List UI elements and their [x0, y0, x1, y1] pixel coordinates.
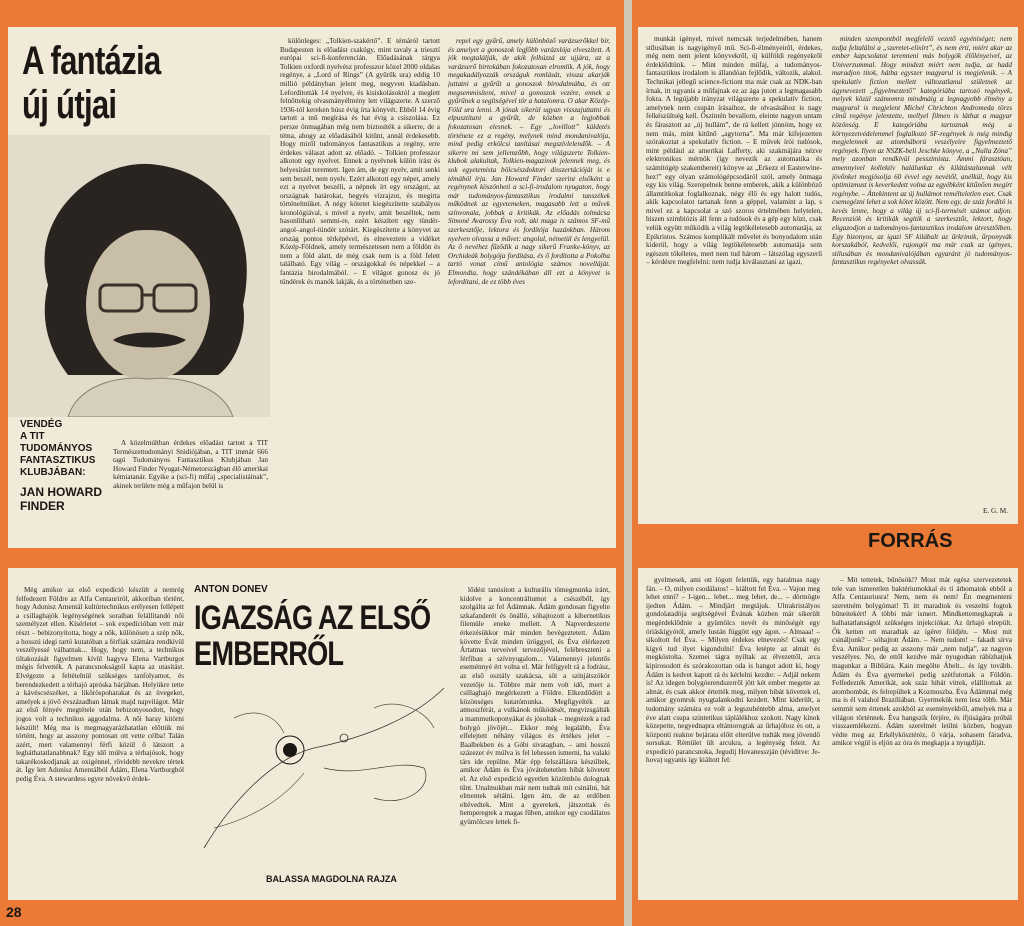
- kicker-line: KLUBJÁBAN:: [20, 467, 86, 478]
- lead-paragraph: [113, 439, 268, 539]
- guest-name: FINDER: [20, 499, 65, 513]
- column-text: gyelmesek, ami ott lógott felettük, egy hatalmas nagy fán. – O, milyen csodálatos! – kiáltott fel Éva. – Vajon meg lehet enni? – I-igen... lehet... meg lehet, de... – dörmögte ijedten Ádám. – Mindjárt megtájuk. Ultrakristályos gondolatadója segítségével Évának közben már sikerült megérdeklődnie a gyümölcs nevét és minőségét egy óriáskígyótól, amely lustán függött egy ágon. – Almaaa! – sikoltott fel Éva. – Milyen érdekes elnevezés! Csak egy kígyó tud ilyet kigondolni! Éva letépte az almát és megkóstolta. Szemei tágra nyíltak az élvezettől, arca kipirosodott és szórakozottan oda is hangot adott ki, hogy Ádám is kedvet kapott rá és kérlelni kezdte: – Adjál nekem is! Az idegen bolygóerendszerről jött két ember megette az almát, és csak akkor értették meg, milyen hibát követtek el, amikor gyomruk nyugtalankodni kezdett. Mint kiderült, a tudomány számára ez volt a legszuhéntebb alma, amelyet éve alatt csupa szintetikus táplálékhoz szokott. Nagy kínok közepette, negyednapra eltántorogtak az űrhajóhoz és ott, a központi reaktor bejárata előtt elterülve tudták meg jövendő sorsukat. Rémület ült arcukra, a legénység feleit. Az expedíció parancsnoka, Jegudij Hovanesszján (tévidítve: Je-hova) ugyanis így kiáltott fel:: [646, 576, 820, 765]
- kicker-line: TUDOMÁNYOS: [20, 443, 93, 454]
- column-text: munkát igényel, mivel nemcsak terjedelmében, hanem stílusában is nagyigényű mű. Sci-fi-élményeiről, érdekes, még nem nem jelent könyvekről, új külföldi regényekről érdeklődtünk. – Mint minden műfaj, a tudományos-fantasztikus irodalom is állandóan fejlődik, változik, alakul. Technikai jellegű science-fictiont ma már csak az NDK-ban írnak, itt ugyanis a műfajnak ez az ága jutott a legmagasabb fokra. A legújabb irányzat világszerte a spekulatív fiction, amelynek nem csupán írásaihoz, de olvasásához is nagy felkészültség kell. Őszintén bevallom, eleinte nagyon untam és fárasztott az „új hullám”, de rá kellett jönnöm, hogy ez nem más, mint kitűnő „agytorna”. Ma már kifejezetten szórakoztat a spekulatív fiction. – E művek írói tudósok, mint például az amerikai Lafferty, aki szakmájára nézve elektronikus mérnök (így nevezik az automatika és számítógép szakembereit) könyve az „Erkezz el Easterwine-hez!” egy olyan számológépcsodáról szól, amely önmaga egy kis világ. Szerepelnek benne emberek, akik a különböző államtitkokat foglalkoznak, négy élő és egy halott tudós, akik kapcsolatot tartanak fenn a géppel, valamint a lap, s mivel ez a kapcsolat a szó szoros értelmében helytelen, hiszen szimbiózis áll fenn a tudósok és a gép egy közt, csak velük együtt működik a világ legtökéletesebb automatája, az Epikristos. Számos komplikált művelet és bonyodalom után kiderül, hogy a világ legtökéletesebb automatája sem egészen tökéletes, mert nem tud három – látszólag egyszerű – kérdésre megfelelni: nem tudja kiválasztani az igazi,: [646, 35, 822, 267]
- section-label: FORRÁS: [868, 530, 953, 552]
- article-column-3: [448, 37, 610, 542]
- signature: E. G. M.: [983, 507, 1008, 515]
- column-text: Még amikor az első expedíció készült a nemrég felfedezett Földre az Alfa Centauriról, akkoriban történt, hogy Adonisz Amentál kultúrtechnikus erélyesen fellépett a csillaghajók legénységének soraiban felállítandó női személyzet ellen. Kísérletet – sok expedícióban vett már részt – bebizonyította, hogy a nők, különösen a szép nők, a hosszú idegi tartó kutatóban a férfiak számára rendkívül veszélyessé válhatnak... Hogy, hogy nem, a technikus tiltakozását figyelmen kívül hagyva Elena Vartburgot mégis felvették. A parancsnokságtól kapta az utasítást. Elvégezte a feltételnül szükséges tanfolyamot, és berendezkedett a térhajó apróska bárjában. Helyükre tette a kávéscsészéket, a likőröspoharakat és az üvegeket, amelyek a jövő évszázadban látnak majd napvilágot. Már az első fényév megtétele után bebizonyosodott, hogy jogos volt a technikus aggodalma. A női haray kitörni készült! Még ma is megmagyarázhatatlan előttük mi történt, hogy az asszony pontosan ott vette célba! Talán azért, mert valamennyi férfi közül ő látszott a legháthatatlanabbnak? Egy idő múlva a térhajósok, hogy takarékoskodjanak az oxigénnel, rövidebb nevekre tértek át. Így lett Adonisz Amentálból Ádám, Elena Vartburgból pedig Éva. A stewardess egyre növekvő érdek-: [16, 586, 184, 784]
- kicker-line: VENDÉG: [20, 419, 63, 430]
- page-number: 28: [6, 904, 22, 920]
- guest-name: JAN HOWARD: [20, 485, 103, 499]
- continuation-column-1: [646, 35, 822, 517]
- article-continuation-panel: [638, 27, 1018, 524]
- continuation-column-2: [832, 35, 1012, 503]
- column-text: lődést tanúsított a kulturális tömegmunka iránt, kidolve a koncentráltumot a csészébőI, így szolgálta az fel Ádámnak. Ádám gondosan figyelte szkafanderét és önálló, sóhajtozott a kibernetikus filemüle eneke mellett. A Napverdeszerte érkezésükkor már minden bevégeztetett. Ádám követte Évát minden üröggyel, és Éva elérkezett Ártatmas terveivel tervezőjével, felébresztení a férfiban a szívnyugalom... Valamennyi jelentős eseménnyé ért volna el. Már felfigyelt rá a fodrász, az első osztály szakácsa, sőt a színjátszókör vezetője is. Többre már nem volt idő, mert a csillaghajó megérkezett a Földre. Elkezdődött a közönséges kutatómunka. Megfigyelték az atmoszférát, a vulkánok működését, megvizsgálták a mammutkoponyákat és jósoltak – megnézek a rad bolygó jövőjét... Ekkor még legalább, Éva elfelejtett néhány világos és értékes jelet – Baalbekben és a Góbi sivatagban, – ami hosszú százezer év múlva is fel lehessen ismerni, ha valaki társ ide repülne. Már épp felszállásra készültek, amikor Ádám és Éva jóvátehetetlen hibát követett el. Az első expedíció egyetlen közömbös dolognak tűnt. Unalmukban már nem tudtak mit csinálni, hát elmentek sétálni. Igen ám, de az erdőben eltévedtek. Mint a gyerekek, játszottak és hemperegtek a magas fűben, amikor egy csodálatos gyümölcsre lettek fi-: [460, 586, 610, 827]
- portrait-photo: [8, 135, 270, 417]
- lead-text: A közelmúltban érdekes előadást tartott a TIT Természettudományi Stúdiójában, a TIT immár 666 tagú Tudományos Fantasztikus Klubjában Jan Howard Finder Nyugat-Németországban élő amerikai kémiatanár. Egyike a (sci-fi) műfaj „specialistáinak”, akinek területe még a műfajon belül is: [113, 439, 268, 490]
- title-line-1: IGAZSÁG AZ ELSŐ: [194, 599, 431, 637]
- story-author: ANTON DONEV: [194, 584, 268, 595]
- page-gutter: [624, 0, 632, 926]
- line-illustration: [194, 678, 456, 868]
- story-continuation-column-1: [646, 576, 820, 894]
- title-line-2: EMBERRŐL: [194, 635, 344, 673]
- article-fantasy-panel: [8, 27, 616, 548]
- kicker-line: A TIT: [20, 431, 45, 442]
- story-column-1: [16, 586, 184, 894]
- column-text: repel egy gyűrű, amely különböző varázserőkkel bír, és amelyet a gonoszok legfőbb varázslója elveszített. A jók megtalálják, de akik felhúzzá az ujjára, az a varázserő birtokában fokozatosan elromlik. A jók, hogy megakadályozzák országuk romlását, vissza akarják juttatni a gyűrűt a gonoszok birodalmába, és ott megsemmisíteni, mivel a gonoszok vezére, ennek a gyűrűnek a segítségével tör a hatalomra. O akar Közép-Föld ura lenni. A jónak sikerül ugyan visszajuttatni és elpusztítani a gyűrűt, de közben a legjobbak fokozatosan elesnek. – Egy „lovillott” küldetés története ez a regény, melynek mind mondanivalója, mind pedig erkölcsi tanításai megszívlelendők. – A sikerre mi sem jellemzőbb, hogy világszerte Tolkien-klubok alakultak, Tolkien-magazinok jelennek meg, és sok egyetemista bölcsészdoktori disszertációját is e témából írja. Jan Howard Finder szerint elsőként a regénynek köszönheti a sci-fi-irodalom nyugaton, hogy már tudományos-fantasztikus irodalmi tanszékek működnek az egyetemeken, magasabb lett a művek színvonala, jobbak a kritikák. Az előadás tolmácsa Simoné Avarossy Éva volt, aki maga is számos SF-mű szerkesztője, lektora és fordítója hazánkban. Három nyelven olvassa a művet: angolul, németül és lengyelül. Az ő nevéhez fűződik a nagy sikerű Franke-könyv, az Orchideák bolygója fordítása, és ő fordította a Pokolba tartó vonat című antológia számos novelláját. Elmondta, hogy szándékában áll ezt a könyvet is lefordítani, de ez több éves: [448, 37, 610, 286]
- kicker: [20, 419, 102, 513]
- column-text: minden szempontból megfelelő vezető egyéniséget; nem tudja feltalálni a „szeretet-elixírt”, és nem érti, miért akar az ember kapcsolatot teremteni más bolygók élőlényeivel, az Univerzummal. Hogy mindezt miért nem tudja, az hadd maradjon titok, hátha egyszer magyarul is megjelenik. – A spekulatív fiction mellett változatlanul születnek az úgynevezett „figyelmeztető” kategóriába tartozó regények, melyek közül számomra mindmáig a legnagyobb élmény a magyarul is megjelent Michel Chrichton Andromeda törzs című regénye jelentette, mellyel filmen is láthat a magyar közönség. E kategóriába tartoznak még a környezetvédelemmel foglalkozó SF-regények is még mindig megjelennek az atomháború veszélyeire figyelmeztető regények. Ilyen az NSZK-beli Jeschke könyve, a „Nulla Zóna” mely azonban rendkívül pesszimista. Ámmi fárasztóan, amennyivel kollektív halálunkat és kilátástalannak vélt jövőnket megjósolja 60 évvel egy nevétől, anélkül, hogy kis optimizmust is keverkedett volna az egyébként kitűnően megírt regénybe. – Áttekintent az új hullámot remélteletlen eset. Csak csemegézni lehet a sok kötet között. Nem egy, de száz fordító is kevés lenne, hogy a világ új sci-fi-termését számot adjon. Recenziók és kritikák segítik a szerkesztőt, lektort, hogy eligazodjon a tudományos-fantasztikus irodalom útvesztőiben. Egy bizonyos, az igazi SF kilábalt az űrkrimik, űrponyvák korszakából, kedvelői, rajongói ma már csak az igényes, stílusában és mondanivalójában egyaránt jó tudományos-fantasztikus regényeket olvassák.: [832, 35, 1012, 267]
- portrait-illustration: [8, 135, 270, 417]
- article-title: [22, 39, 160, 127]
- article-column-2: [280, 37, 440, 542]
- story-column-2: [460, 586, 610, 894]
- illustration-credit: BALASSA MAGDOLNA RAJZA: [266, 874, 397, 884]
- story-title: [194, 600, 430, 672]
- article-story-panel: [8, 568, 616, 900]
- title-line-2: új útjai: [22, 83, 117, 127]
- right-page: [632, 0, 1024, 926]
- column-text: különleges: „Tolkien-szakértő”. E témáról tartott Budapesten is előadást csakúgy, mint tavaly a triesztí európai sci-fi-konferencián. Előadásának tárgya Tolkien oxfordi nyelvész professzor közel 2000 oldalas regénye, a „Lord of Rings” (A gyűrűk ura) eddig 10 millió példányban jelent meg, negyven kiadásban. Lefordították 14 nyelvre, és kisiskolásoktól a meglett felnőttekig olvasmányélmény lett világszerte. A szerző 1936-tól kereken húsz évig írta könyvét. Ebből 14 évig tartott a mű megírása és hat évig a csiszolása. Ez persze önmagában még nem biztosíték a sikerre, de a téma, ahogy az előadásából kitűnt, annál érdekesebb. Hogy miről tudományos fantasztikus a regény, erre érdekes választ adott az előadó. – Tolkien professzor alkotott egy nyelvet. Ennek a nyelvnek külön írást és helyesírást teremtett. Igen ám, de egy nyelv, amit senki sem beszél, nem nyelv. Ezért alkotott egy népet, amely ezt a nyelvet beszéli, a népnek írt egy országot, az országnak határokat, hegyés vízrajzot, és megírta történelmüket. A négy kötetet kiegészítette szabályos kronológiával, s mivel a nyelv, amit beszéltek, nem hasonlítható semmi-re, ezért készített egy tündér-angol–angol-tündér szótárt. Kiegészítette a könyvet az ország pontos térképével, és elneveztete a vidéket Közép-Földnek, amely természetesen nem a földön és nem a föld alatt, de még csak nem is a föld felett található. Egy világ – országokkal és népekkel – a fantázia birodalmából. – E világot gonosz és jó tündérek és manók lakják, és a történetben sze-: [280, 37, 440, 286]
- story-continuation-column-2: [832, 576, 1012, 894]
- title-line-1: A fantázia: [22, 39, 161, 83]
- story-continuation-panel: [638, 568, 1018, 900]
- column-text: – Mit tettetek, bűnösök!? Most már egész szervezetetek tele van ismeretlen baktériumokkal és tí áthomatok ebből a Alfa Centauriusra! Nem, nem és nem! Én megmenteni szeretném bolygómat! Ti itt maradtok és veszelni fogtok bűneitekért! A többi már ismert. Mindkettemegkaptak a halhatatlanságtól szükséges injekciókat. Az űrhajó elrepült. Ők ketten ott maradtak az ígéret földjén. – Most mit csináljunk? – sóhajtott Ádám. – Nem tudom! – fakadt sírva Éva. Amikor pedig az asszony már „nem tudja”, az nagyon veszélyes. No, de ettől kezdve már nyugodtan rábízhatjuk magunkat a Bibliára. Kain megölte Ábelt... és így tovább. Ádám és Éva gyermekei pedig szétfutottak a Földön. Felfedezték Amerikát, sok száz hibát vittek, elállítottak az atombombát, és felrepültek a Kozmoszba. Éva Ádámmal még ma is él valahol Brazíliában. Gyermekük nem lesz több. Már semmit sem értenek azokból az eseményekből, amelyek ma a világon történnek. Éva hangszik férjére, és ifjúságára próbál visszaemlékezni. Ádám szerelmét leülni közben, hogyan védte meg az Erkélykösztéréz, ő várja, sohasem fáradva, amikor végül is eljön az óra és megkapja a nyugdíját.: [832, 576, 1012, 748]
- kicker-line: FANTASZTIKUS: [20, 455, 96, 466]
